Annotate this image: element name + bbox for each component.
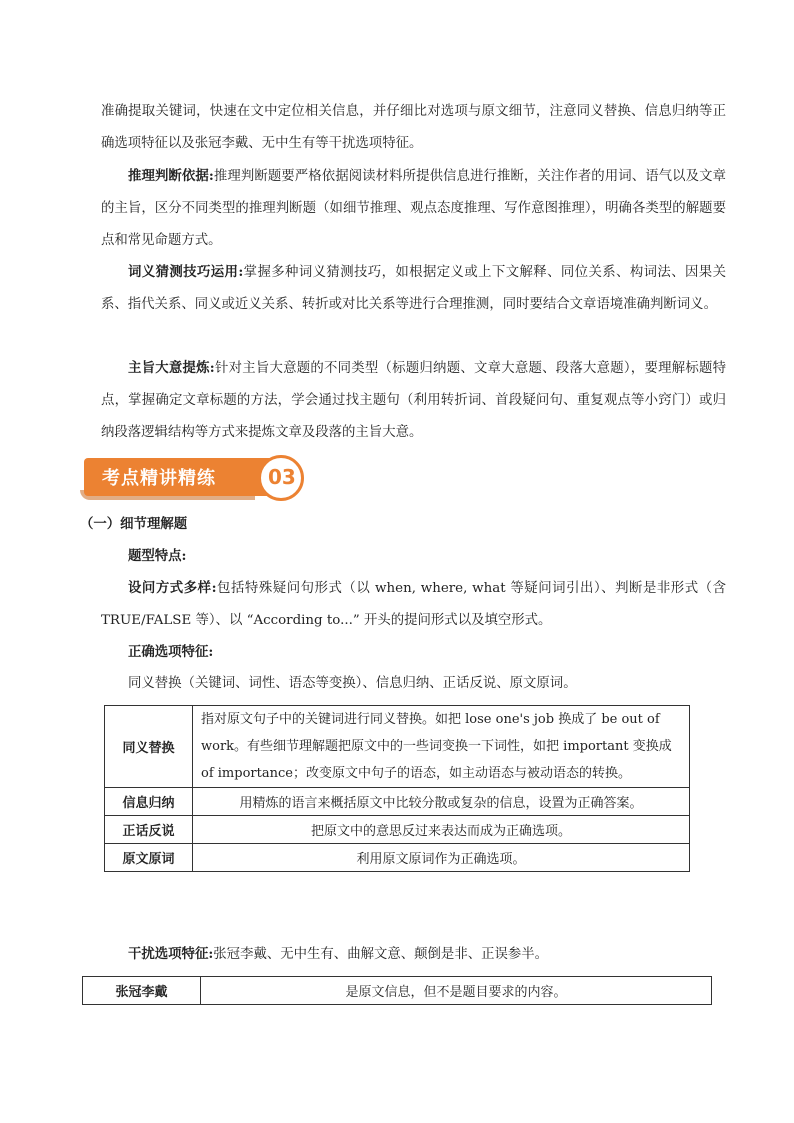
correct-label-paragraph	[101, 636, 726, 669]
distractor-text: 张冠李戴、无中生有、曲解文意、颠倒是非、正误参半。	[213, 947, 549, 962]
table-value: 指对原文句子中的关键词进行同义替换。如把 lose one's job 换成了 be out of work。有些细节理解题把原文中的一些词变换一下词性，如把 important 变换成 of importance；改变原文中句子的语态，如主动语态与被动语态的转换。	[193, 706, 690, 788]
table-key: 同义替换	[105, 706, 193, 788]
correct-label: 正确选项特征:	[128, 644, 214, 660]
correct-text: 同义替换（关键词、词性、语态等变换）、信息归纳、正话反说、原文原词。	[128, 676, 577, 691]
table-value: 把原文中的意思反过来表达而成为正确选项。	[193, 816, 690, 844]
table-row	[105, 788, 690, 816]
tip-label: 主旨大意提炼:	[128, 360, 215, 376]
correct-text-paragraph	[101, 668, 726, 700]
question-forms-text: 包括特殊疑问句形式（以 when, where, what 等疑问词引出）、判断是非形式（含 TRUE/FALSE 等）、以 “According to...” 开头的提问形式以及填空形式。	[101, 581, 726, 628]
correct-options-table	[104, 705, 690, 872]
type-features-text: 题型特点:	[128, 548, 187, 564]
table-key: 张冠李戴	[83, 977, 201, 1005]
table-value: 利用原文原词作为正确选项。	[193, 844, 690, 872]
intro-text: 准确提取关键词，快速在文中定位相关信息，并仔细比对选项与原文细节，注意同义替换、信息归纳等正确选项特征以及张冠李戴、无中生有等干扰选项特征。	[101, 104, 726, 151]
tip-text: 针对主旨大意题的不同类型（标题归纳题、文章大意题、段落大意题），要理解标题特点，掌握确定文章标题的方法，学会通过找主题句（利用转折词、首段疑问句、重复观点等小窍门）或归纳段落逻辑结构等方式来提炼文章及段落的主旨大意。	[101, 361, 726, 440]
tip-paragraph-3	[101, 352, 726, 449]
question-forms-label: 设问方式多样:	[128, 580, 217, 596]
tip-label: 词义猜测技巧运用:	[128, 264, 244, 280]
question-forms-paragraph	[101, 572, 726, 637]
table-value: 用精炼的语言来概括原文中比较分散或复杂的信息，设置为正确答案。	[193, 788, 690, 816]
intro-paragraph	[101, 96, 726, 160]
tip-text: 掌握多种词义猜测技巧，如根据定义或上下文解释、同位关系、构词法、因果关系、指代关系、同义或近义关系、转折或对比关系等进行合理推测，同时要结合文章语境准确判断词义。	[101, 265, 726, 312]
tip-text: 推理判断题要严格依据阅读材料所提供信息进行推断，关注作者的用词、语气以及文章的主旨，区分不同类型的推理判断题（如细节推理、观点态度推理、写作意图推理），明确各类型的解题要点和常见命题方式。	[101, 169, 727, 248]
table-row	[83, 977, 712, 1005]
table-row	[105, 706, 690, 788]
distractor-paragraph	[101, 938, 726, 971]
table-row	[105, 844, 690, 872]
type-features-label	[101, 540, 726, 573]
distractor-label: 干扰选项特征:	[128, 946, 214, 962]
distractor-table	[82, 976, 712, 1005]
banner-title: 考点精讲精练	[102, 468, 216, 489]
tip-paragraph-1	[101, 160, 726, 257]
tip-paragraph-2	[101, 256, 726, 321]
table-key: 正话反说	[105, 816, 193, 844]
banner-number: 03	[268, 465, 296, 489]
tip-label: 推理判断依据:	[128, 168, 214, 184]
table-key: 原文原词	[105, 844, 193, 872]
section-heading: （一）细节理解题	[80, 516, 188, 532]
table-row	[105, 816, 690, 844]
table-value: 是原文信息，但不是题目要求的内容。	[201, 977, 712, 1005]
table-key: 信息归纳	[105, 788, 193, 816]
